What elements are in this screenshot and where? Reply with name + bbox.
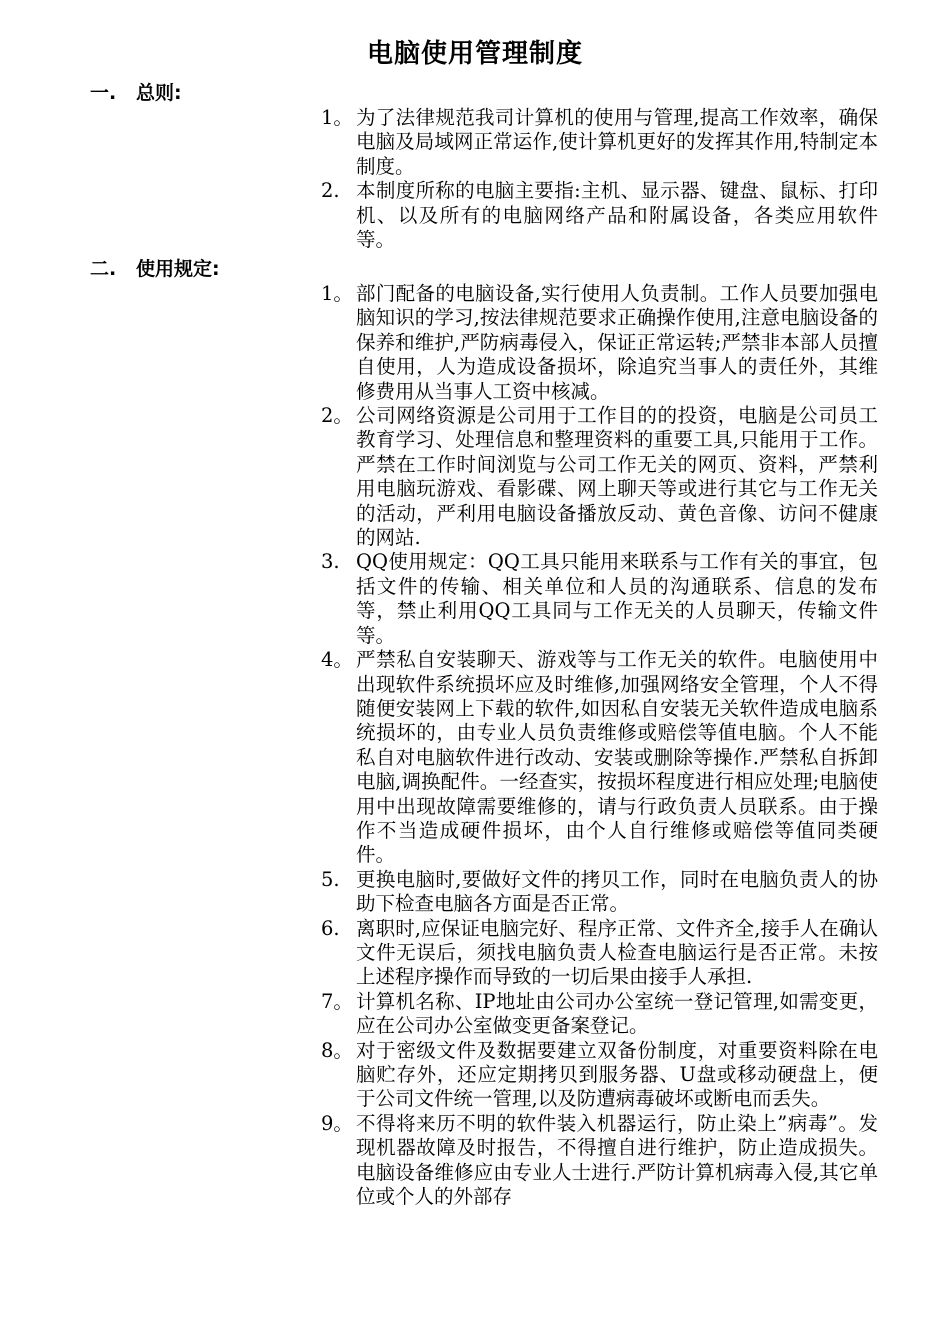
item-number: 7。: [321, 989, 353, 1013]
list-item: [318, 404, 878, 550]
item-text: QQ使用规定：QQ工具只能用来联系与工作有关的事宜，包括文件的传输、相关单位和人员的沟通联系、信息的发布等，禁止利用QQ工具同与工作无关的人员聊天，传输文件等。: [356, 550, 878, 647]
section-label: 总则:: [136, 82, 182, 104]
item-text: 公司网络资源是公司用于工作目的的投资，电脑是公司员工教育学习、处理信息和整理资料的重要工具,只能用于工作。严禁在工作时间浏览与公司工作无关的网页、资料，严禁利用电脑玩游戏、看影碟、网上聊天等或进行其它与工作无关的活动，严利用电脑设备播放反动、黄色音像、访问不健康的网站.: [356, 404, 878, 550]
item-text: 本制度所称的电脑主要指:主机、显示器、键盘、鼠标、打印机、以及所有的电脑网络产品和附属设备，各类应用软件等。: [356, 179, 878, 252]
section-number: 一.: [90, 82, 117, 104]
item-number: 2.: [321, 179, 340, 203]
list-item: [318, 179, 878, 252]
section-number: 二.: [90, 258, 117, 280]
list-item: [318, 1039, 878, 1112]
item-number: 5.: [321, 867, 340, 891]
list-item: [318, 550, 878, 648]
item-text: 部门配备的电脑设备,实行使用人负责制。工作人员要加强电脑知识的学习,按法律规范要求正确操作使用,注意电脑设备的保养和维护,严防病毒侵入，保证正常运转;严禁非本部人员擅自使用，人为造成设备损坏，除追究当事人的责任外，其维修费用从当事人工资中核减。: [356, 282, 878, 403]
list-item: [318, 1112, 878, 1210]
item-number: 3.: [321, 550, 340, 574]
item-number: 2。: [321, 404, 353, 428]
list-item: [318, 282, 878, 404]
item-number: 9。: [321, 1111, 353, 1135]
item-text: 不得将来历不明的软件装入机器运行，防止染上”病毒”。发现机器故障及时报告，不得擅自进行维护，防止造成损失。电脑设备维修应由专业人士进行.严防计算机病毒入侵,其它单位或个人的外部存: [356, 1111, 878, 1209]
list-item: [318, 868, 878, 917]
document-title: 电脑使用管理制度: [366, 39, 583, 69]
item-number: 6.: [321, 916, 340, 940]
list-item: [318, 648, 878, 868]
list-item: [318, 106, 878, 179]
list-item: [318, 990, 878, 1039]
section-heading-usage-rules: [90, 256, 220, 282]
general-rules-list: [318, 106, 878, 252]
usage-rules-list: [318, 282, 878, 1209]
item-text: 离职时,应保证电脑完好、程序正常、文件齐全,接手人在确认文件无误后，须找电脑负责人检查电脑运行是否正常。未按上述程序操作而导致的一切后果由接手人承担.: [356, 916, 878, 989]
list-item: [318, 917, 878, 990]
item-text: 严禁私自安装聊天、游戏等与工作无关的软件。电脑使用中出现软件系统损坏应及时维修,加强网络安全管理，个人不得随便安装网上下载的软件,如因私自安装无关软件造成电脑系统损坏的，由专业人员负责维修或赔偿等值电脑。个人不能私自对电脑软件进行改动、安装或删除等操作.严禁私自拆卸电脑,调换配件。一经查实，按损坏程度进行相应处理;电脑使用中出现故障需要维修的，请与行政负责人员联系。由于操作不当造成硬件损坏，由个人自行维修或赔偿等值同类硬件。: [356, 648, 878, 867]
section-label: 使用规定:: [136, 258, 220, 280]
item-number: 1。: [321, 282, 353, 305]
item-text: 计算机名称、IP地址由公司办公室统一登记管理,如需变更，应在公司办公室做变更备案登记。: [356, 989, 878, 1038]
item-text: 更换电脑时,要做好文件的拷贝工作，同时在电脑负责人的协助下检查电脑各方面是否正常。: [356, 867, 878, 916]
item-text: 对于密级文件及数据要建立双备份制度，对重要资料除在电脑贮存外，还应定期拷贝到服务器、U盘或移动硬盘上，便于公司文件统一管理,以及防遭病毒破坏或断电而丢失。: [356, 1038, 878, 1111]
item-number: 1。: [321, 106, 353, 129]
item-text: 为了法律规范我司计算机的使用与管理,提高工作效率，确保电脑及局域网正常运作,使计算机更好的发挥其作用,特制定本制度。: [356, 106, 878, 178]
section-heading-general: [90, 80, 182, 106]
item-number: 8。: [321, 1038, 353, 1062]
item-number: 4。: [321, 648, 353, 672]
